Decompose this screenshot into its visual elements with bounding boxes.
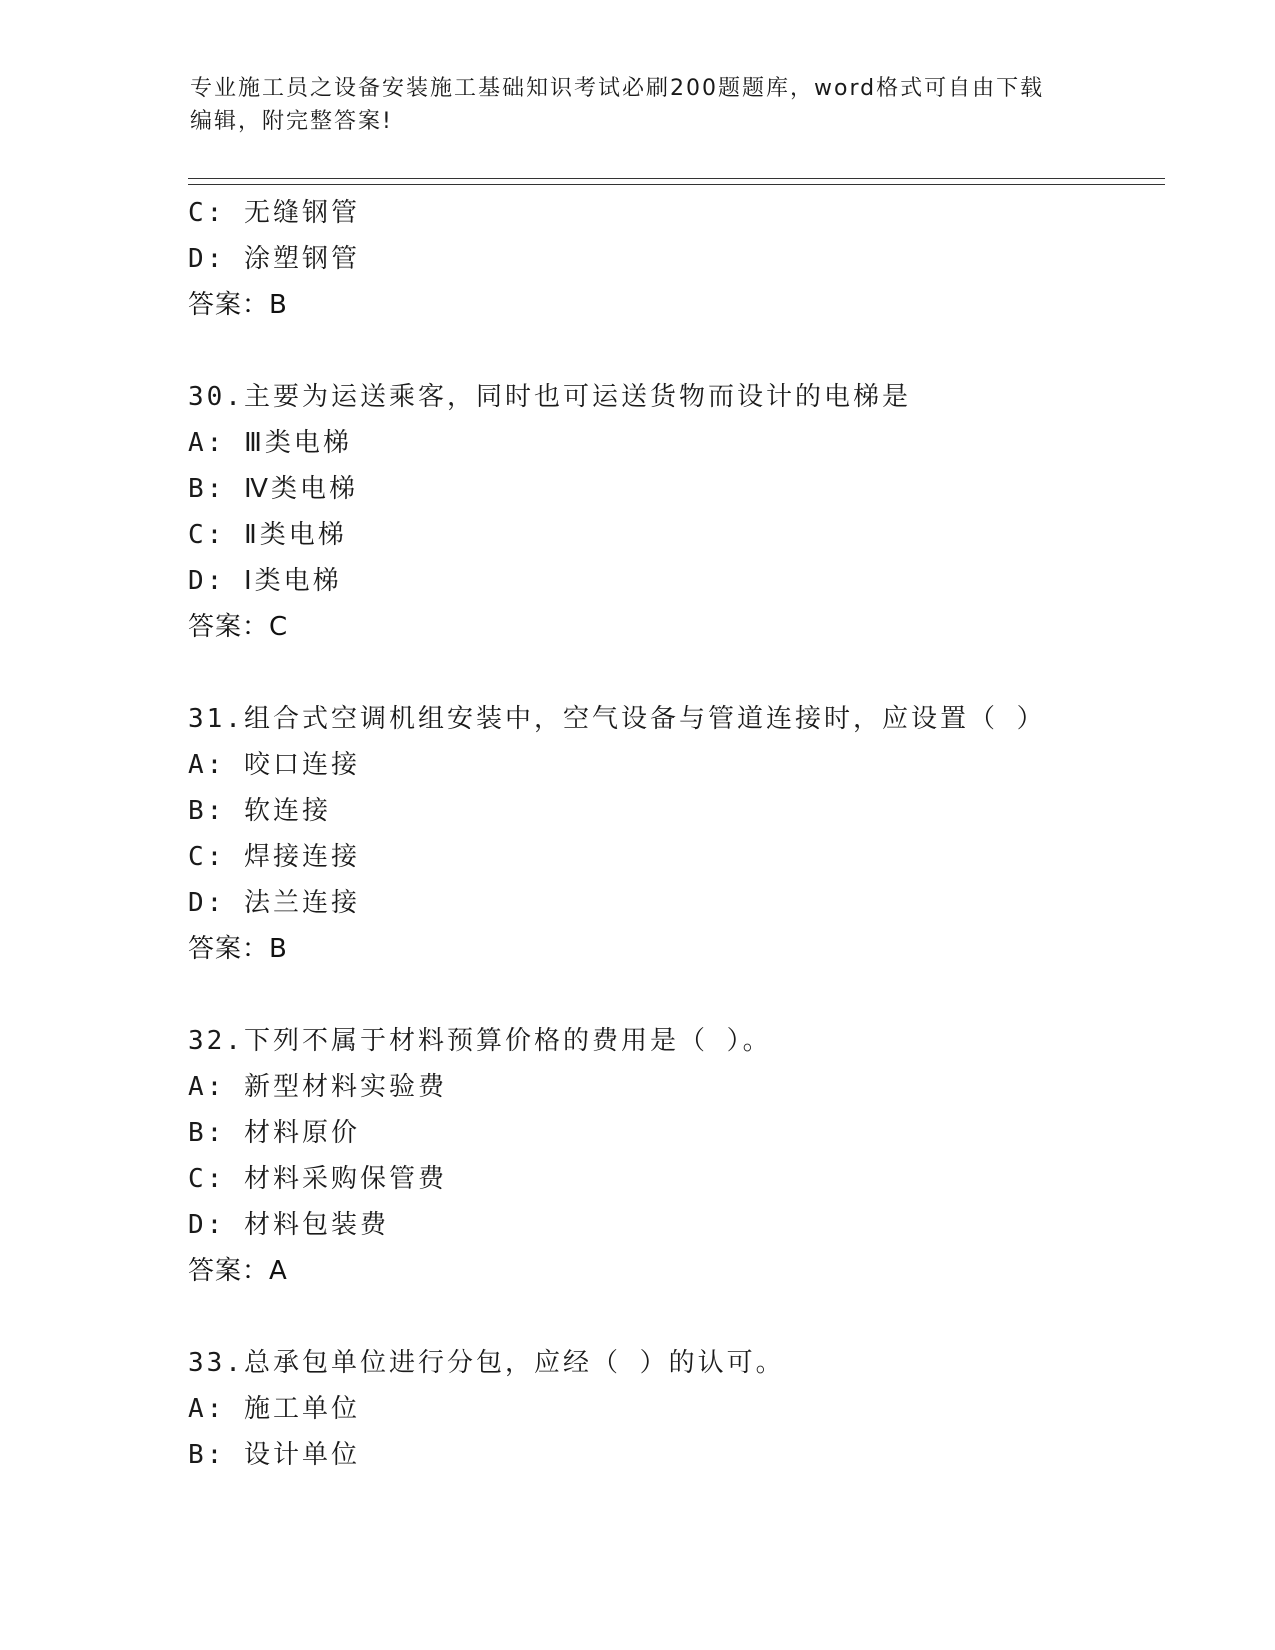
option-b: B: 设计单位 [188,1440,360,1470]
question-block-33 [188,1340,1168,1478]
header-divider-bottom [188,184,1165,185]
question-stem: 33.总承包单位进行分包，应经（ ）的认可。 [188,1348,785,1378]
document-header [190,72,1090,138]
option-d: D: 材料包装费 [188,1210,389,1240]
header-line-2: 编辑，附完整答案! [190,109,393,134]
option-b: B: 材料原价 [188,1118,360,1148]
spacer [188,650,1168,696]
question-stem: 32.下列不属于材料预算价格的费用是（ ）。 [188,1026,772,1056]
option-d: D: 法兰连接 [188,888,360,918]
question-block-31 [188,696,1168,972]
answer-line: 答案：B [188,290,288,320]
header-line-1: 专业施工员之设备安装施工基础知识考试必刷200题题库，word格式可自由下载 [190,76,1045,101]
spacer [188,972,1168,1018]
option-b: B: Ⅳ类电梯 [188,474,358,504]
option-c: C: 焊接连接 [188,842,360,872]
option-a: A: Ⅲ类电梯 [188,428,352,458]
option-c: C: 无缝钢管 [188,198,360,228]
answer-line: 答案：C [188,612,289,642]
header-divider-top [188,178,1165,179]
option-a: A: 施工单位 [188,1394,360,1424]
option-a: A: 咬口连接 [188,750,360,780]
question-block-30 [188,374,1168,650]
option-c: C: Ⅱ类电梯 [188,520,347,550]
option-d: D: Ⅰ类电梯 [188,566,342,596]
question-block-32 [188,1018,1168,1294]
option-d: D: 涂塑钢管 [188,244,360,274]
question-list [188,190,1168,1478]
spacer [188,328,1168,374]
option-c: C: 材料采购保管费 [188,1164,447,1194]
question-stem: 30.主要为运送乘客，同时也可运送货物而设计的电梯是 [188,382,911,412]
spacer [188,1294,1168,1340]
question-block-prev [188,190,1168,328]
question-stem: 31.组合式空调机组安装中，空气设备与管道连接时，应设置（ ） [188,704,1046,734]
option-a: A: 新型材料实验费 [188,1072,447,1102]
answer-line: 答案：A [188,1256,288,1286]
answer-line: 答案：B [188,934,288,964]
option-b: B: 软连接 [188,796,331,826]
